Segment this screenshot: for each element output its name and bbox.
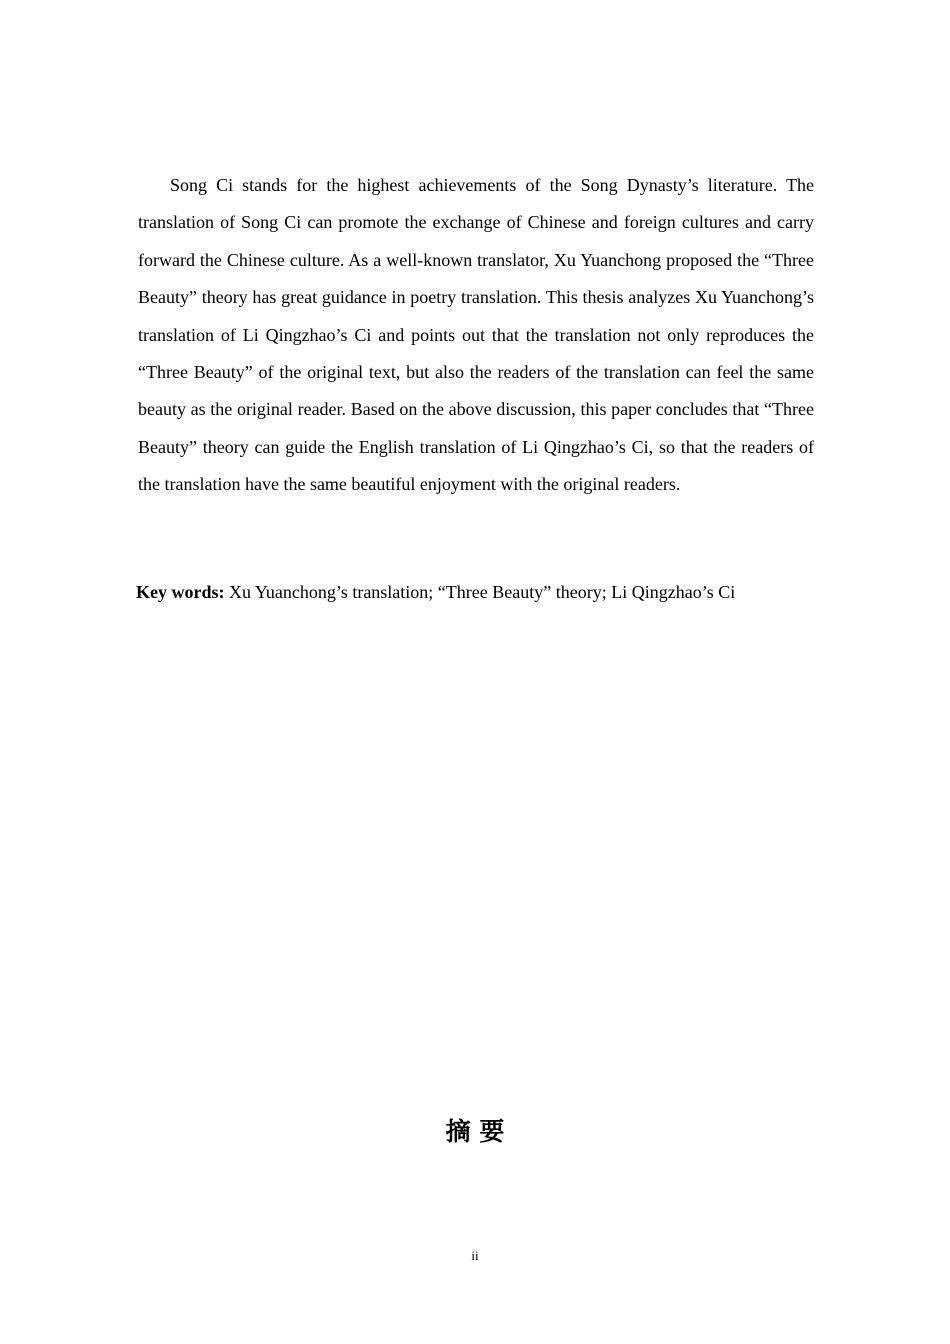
chinese-abstract-heading: 摘 要 [445, 1117, 505, 1146]
keywords-line [136, 574, 836, 611]
page-number: ii [471, 1248, 479, 1263]
keywords-text: Xu Yuanchong’s translation; “Three Beauty” theory; Li Qingzhao’s Ci [229, 582, 736, 602]
abstract-body-paragraph: Song Ci stands for the highest achievements of the Song Dynasty’s literature. The translation of Song Ci can promote the exchange of Chinese and foreign cultures and carry forward the Chinese culture. As a well-known translator, Xu Yuanchong proposed the “Three Beauty” theory has great guidance in poetry translation. This thesis analyzes Xu Yuanchong’s translation of Li Qingzhao’s Ci and points out that the translation not only reproduces the “Three Beauty” of the original text, but also the readers of the translation can feel the same beauty as the original reader. Based on the above discussion, this paper concludes that “Three Beauty” theory can guide the English translation of Li Qingzhao’s Ci, so that the readers of the translation have the same beautiful enjoyment with the original readers. [138, 175, 814, 495]
keywords-label: Key words: [136, 582, 225, 602]
